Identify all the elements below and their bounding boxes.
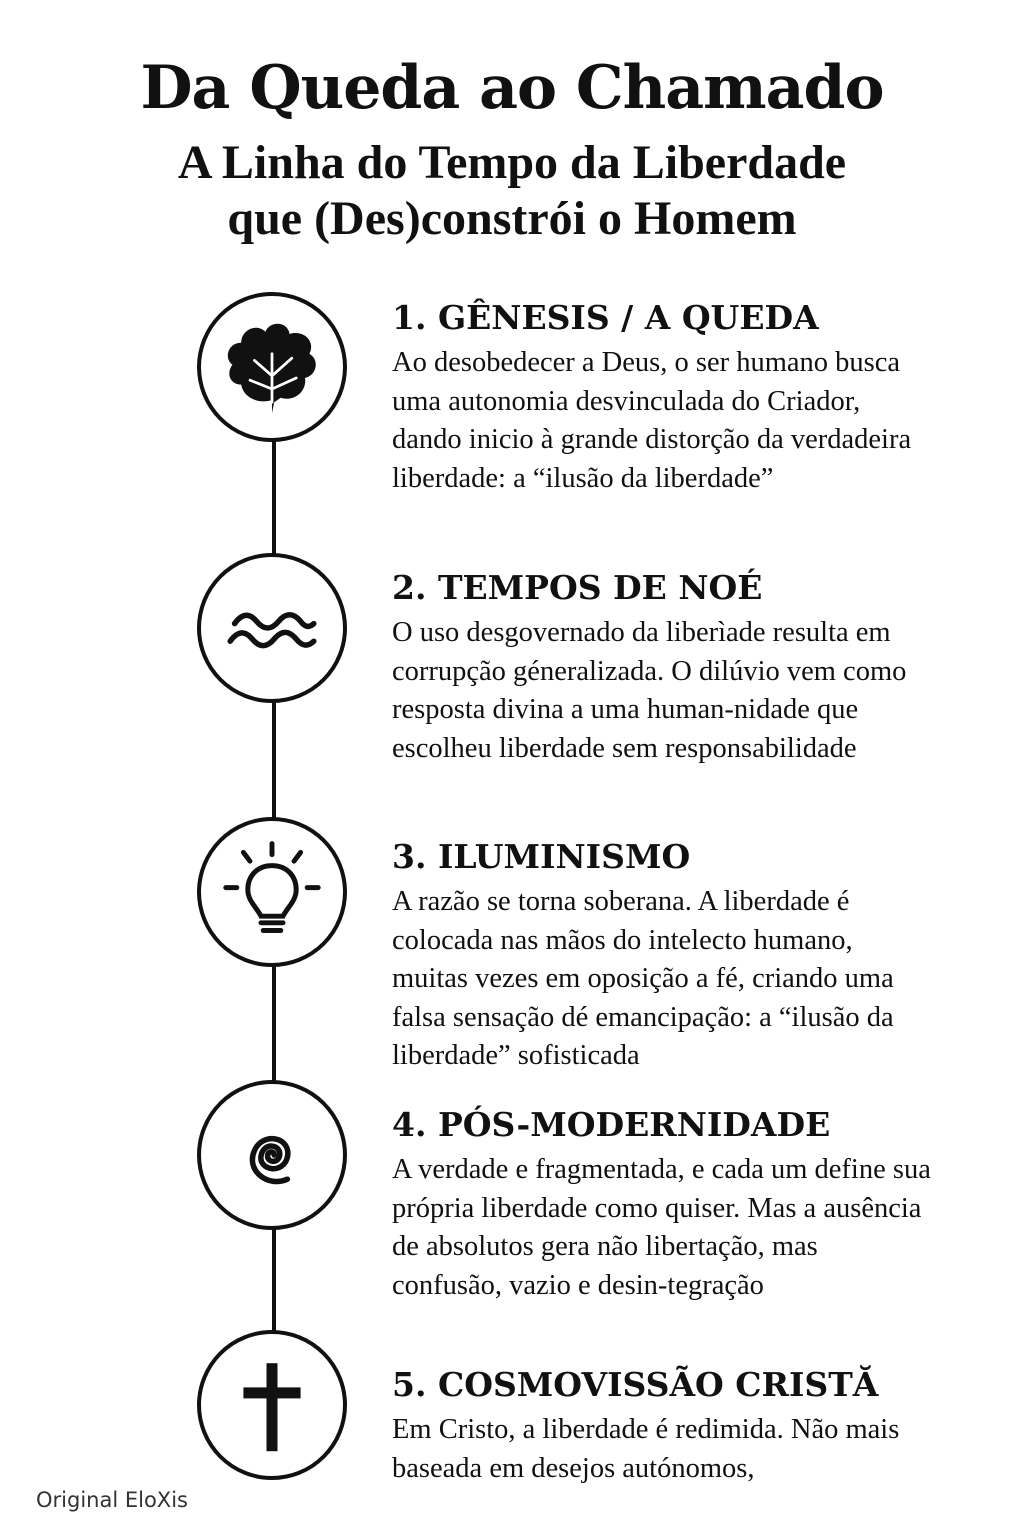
cross-icon [217, 1350, 327, 1460]
timeline-node-3 [197, 817, 347, 967]
entry-body: A verdade e fragmentada, e cada um define sua própria liberdade como quiser. Mas a ausência de absolutos gera não libertação, mas confusão, vazio e desin-tegração [392, 1154, 931, 1301]
page-title: Da Queda ao Chamado [140, 53, 884, 123]
timeline-entry-2 [392, 568, 952, 768]
page-subtitle [0, 135, 1024, 247]
timeline-node-1 [197, 292, 347, 442]
waves-icon [217, 573, 327, 683]
timeline-node-2 [197, 553, 347, 703]
timeline-entry-1 [392, 298, 952, 498]
entry-title: 2. TEMPOS DE NOÉ [392, 568, 763, 607]
subtitle-line-2: que (Des)constrói o Homem [227, 192, 797, 245]
timeline-node-4 [197, 1080, 347, 1230]
spiral-icon [217, 1100, 327, 1210]
timeline-node-5 [197, 1330, 347, 1480]
entry-title: 1. GÊNESIS / A QUEDA [392, 298, 819, 337]
credit-text: Original EloXis [36, 1488, 188, 1512]
entry-title: 5. COSMOVISSÃO CRISTĂ [392, 1365, 879, 1404]
entry-body: O uso desgovernado da liberìade resulta em corrupção géneralizada. O dilúvio vem como resposta divina a uma human-nidade que escolheu liberdade sem responsabilidade [392, 617, 907, 764]
entry-title: 4. PÓS-MODERNIDADE [392, 1105, 831, 1144]
entry-body: Em Cristo, a liberdade é redimida. Não mais baseada em desejos autónomos, [392, 1414, 900, 1484]
lightbulb-icon [217, 837, 327, 947]
entry-title: 3. ILUMINISMO [392, 837, 691, 876]
entry-body: A razão se torna soberana. A liberdade é colocada nas mãos do intelecto humano, muitas vezes em oposição a fé, criando uma falsa sensação dé emancipação: a “ilusão da liberdade” sofisticada [392, 886, 894, 1071]
timeline-entry-3 [392, 837, 952, 1076]
fig-leaf-icon [217, 312, 327, 422]
subtitle-line-1: A Linha do Tempo da Liberdade [177, 136, 847, 189]
timeline-entry-4 [392, 1105, 952, 1305]
timeline-entry-5 [392, 1365, 952, 1488]
entry-body: Ao desobedecer a Deus, o ser humano busca uma autonomia desvinculada do Criador, dando inicio à grande distorção da verdadeira liberdade: a “ilusão da liberdade” [392, 347, 912, 494]
